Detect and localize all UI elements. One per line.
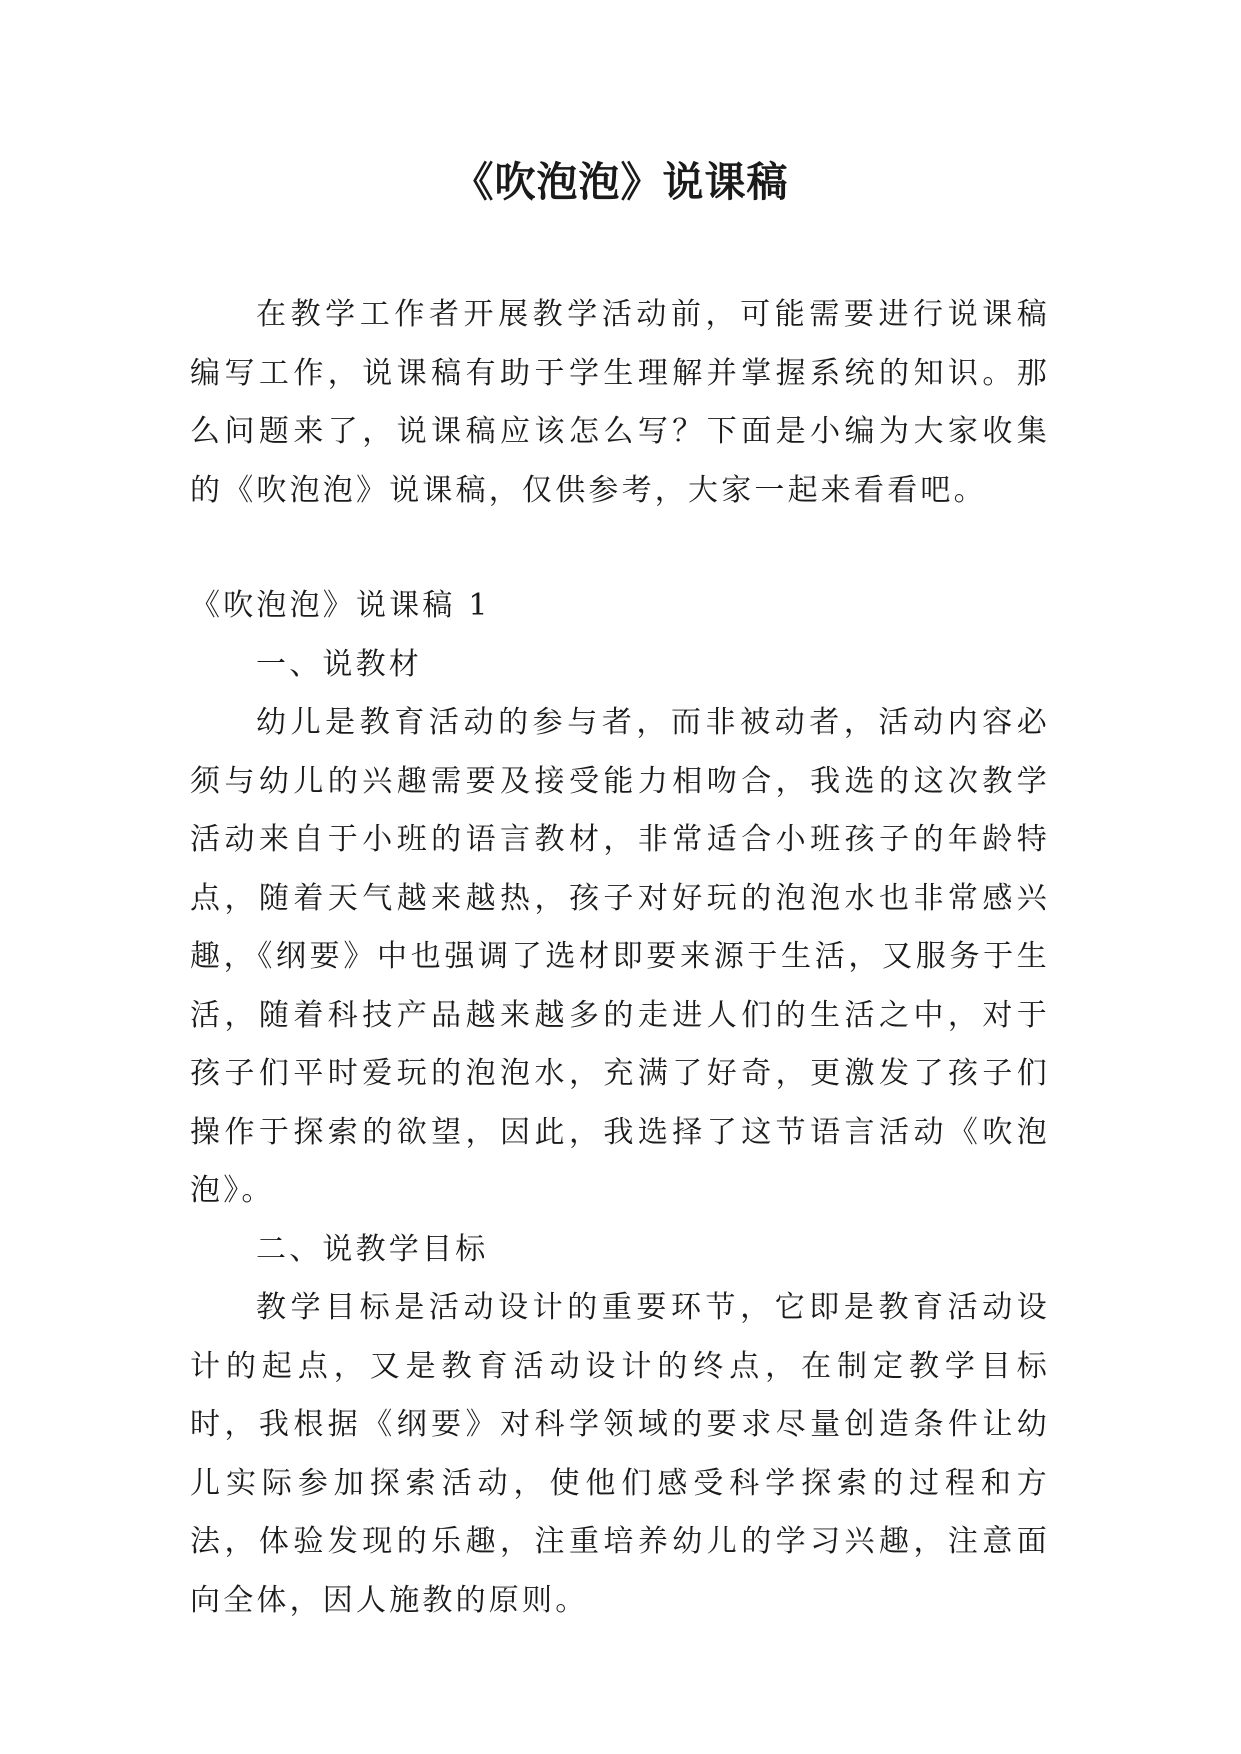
heading-teaching-material: 一、说教材 <box>256 646 422 682</box>
heading-teaching-goals: 二、说教学目标 <box>256 1231 489 1267</box>
paragraph-teaching-material: 幼儿是教育活动的参与者，而非被动者，活动内容必须与幼儿的兴趣需要及接受能力相吻合，我选的这次教学活动来自于小班的语言教材，非常适合小班孩子的年龄特点，随着天气越来越热，孩子对好玩的泡泡水也非常感兴趣，《纲要》中也强调了选材即要来源于生活，又服务于生活，随着科技产品越来越多的走进人们的生活之中，对于孩子们平时爱玩的泡泡水，充满了好奇，更激发了孩子们操作于探索的欲望，因此，我选择了这节语言活动《吹泡泡》。 <box>190 705 1050 1208</box>
paragraph-teaching-goals: 教学目标是活动设计的重要环节，它即是教育活动设计的起点，又是教育活动设计的终点，在制定教学目标时，我根据《纲要》对科学领域的要求尽量创造条件让幼儿实际参加探索活动，使他们感受科学探索的过程和方法，体验发现的乐趣，注重培养幼儿的学习兴趣，注意面向全体，因人施教的原则。 <box>190 1290 1050 1618</box>
intro-paragraph: 在教学工作者开展教学活动前，可能需要进行说课稿编写工作，说课稿有助于学生理解并掌握系统的知识。那么问题来了，说课稿应该怎么写？下面是小编为大家收集的《吹泡泡》说课稿，仅供参考，大家一起来看看吧。 <box>190 297 1050 508</box>
section-1 <box>190 577 1050 1630</box>
document-title: 《吹泡泡》说课稿 <box>452 158 789 206</box>
section-title: 《吹泡泡》说课稿 1 <box>190 588 491 623</box>
